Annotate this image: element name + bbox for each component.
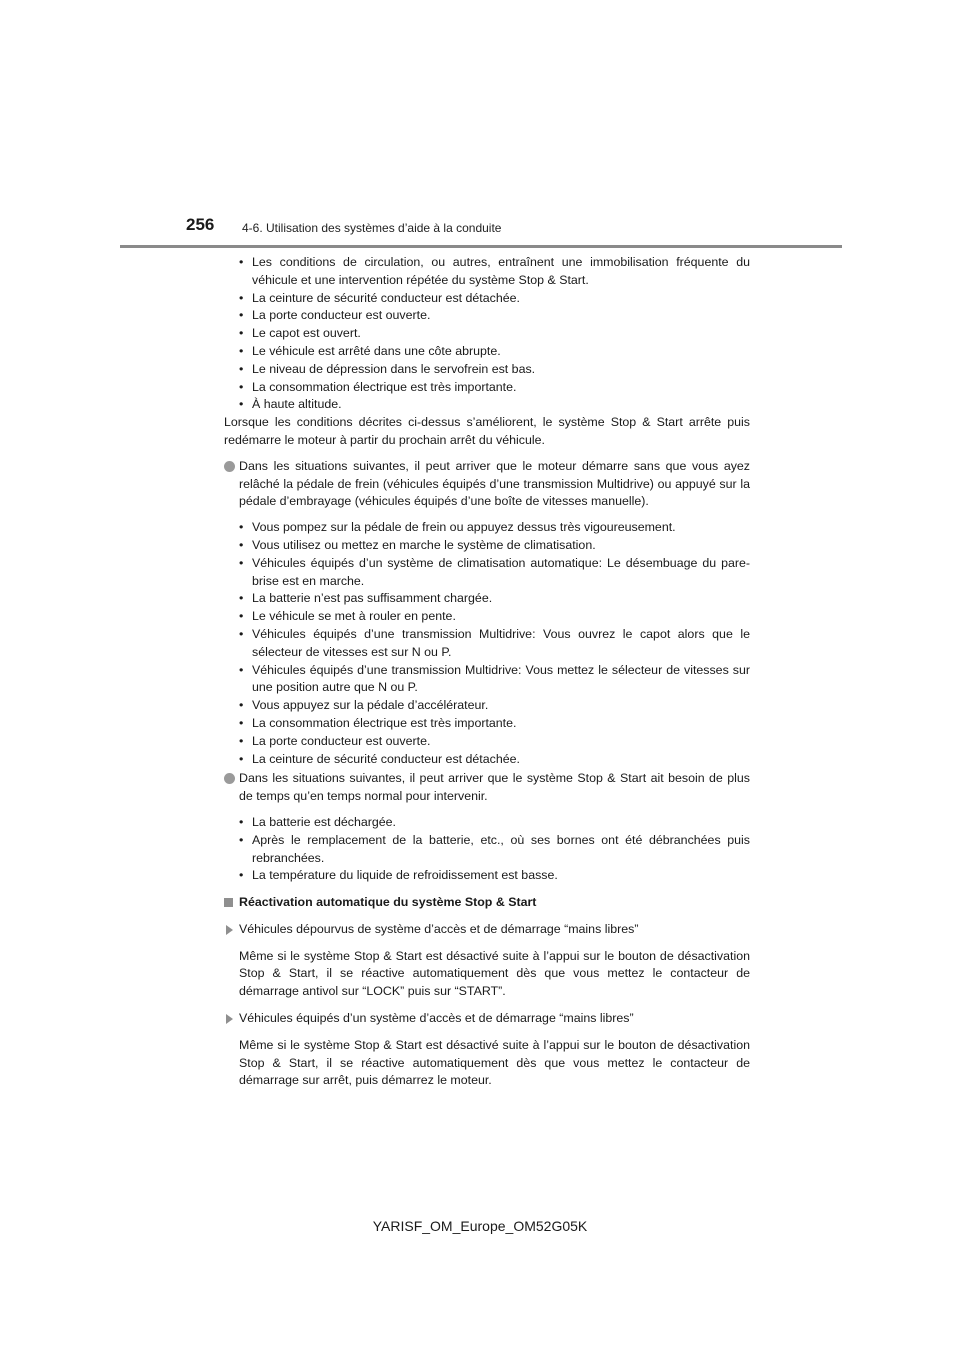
list-item: • Le véhicule est arrêté dans une côte abrupte. [224, 343, 750, 361]
list-item: • Vous appuyez sur la pédale d’accélérateur. [224, 697, 750, 715]
list-item: • Les conditions de circulation, ou autres, entraînent une immobilisation fréquente du véhicule et une intervention répétée du système Stop & Start. [224, 254, 750, 290]
reactivation-heading [224, 894, 750, 912]
conditions-list [224, 254, 750, 414]
list-item: • La température du liquide de refroidissement est basse. [224, 867, 750, 885]
circle-bullet-section [224, 770, 750, 806]
list-item: • Vous utilisez ou mettez en marche le système de climatisation. [224, 537, 750, 555]
circle-bullet-icon [224, 461, 235, 472]
page-number: 256 [186, 215, 215, 234]
section-title: 4-6. Utilisation des systèmes d’aide à la conduite [242, 221, 502, 235]
list-item: • Véhicules équipés d’une transmission Multidrive: Vous ouvrez le capot alors que le sélecteur de vitesses est sur N ou P. [224, 626, 750, 662]
case-title [224, 921, 750, 939]
list-item: • Le niveau de dépression dans le servofrein est bas. [224, 361, 750, 379]
list-item: • À haute altitude. [224, 396, 750, 414]
list-item: • La batterie est déchargée. [224, 814, 750, 832]
paragraph: Lorsque les conditions décrites ci-dessus s’améliorent, le système Stop & Start arrête puis redémarre le moteur à partir du prochain arrêt du véhicule. [224, 415, 750, 447]
list-item: • La ceinture de sécurité conducteur est détachée. [224, 290, 750, 308]
restart-list [224, 519, 750, 768]
triangle-arrow-icon [226, 925, 233, 935]
list-item: • La ceinture de sécurité conducteur est détachée. [224, 751, 750, 769]
circle-bullet-text: Dans les situations suivantes, il peut arriver que le moteur démarre sans que vous ayez relâché la pédale de frein (véhicules équipés d’une transmission Multidrive) ou appuyé sur la pédale d’embrayage (véhicules équipés d’une boîte de vitesses manuelle). [239, 458, 750, 509]
footer-document-code: YARISF_OM_Europe_OM52G05K [372, 1218, 588, 1234]
case-title-text: Véhicules équipés d’un système d’accès et de démarrage “mains libres” [239, 1011, 634, 1026]
list-item: • Après le remplacement de la batterie, etc., où ses bornes ont été débranchées puis rebranchées. [224, 832, 750, 868]
list-item: • La porte conducteur est ouverte. [224, 733, 750, 751]
list-item: • Véhicules équipés d’un système de climatisation automatique: Le désembuage du pare-brise est en marche. [224, 555, 750, 591]
list-item: • Le véhicule se met à rouler en pente. [224, 608, 750, 626]
reactivation-heading-text: Réactivation automatique du système Stop & Start [239, 895, 537, 910]
circle-bullet-text: Dans les situations suivantes, il peut arriver que le système Stop & Start ait besoin de plus de temps qu’en temps normal pour intervenir. [239, 771, 750, 804]
list-item: • La batterie n’est pas suffisamment chargée. [224, 590, 750, 608]
square-bullet-icon [224, 898, 233, 907]
list-item: • Vous pompez sur la pédale de frein ou appuyez dessus très vigoureusement. [224, 519, 750, 537]
triangle-arrow-icon [226, 1014, 233, 1024]
list-item: • La consommation électrique est très importante. [224, 379, 750, 397]
circle-bullet-icon [224, 773, 235, 784]
case-title-text: Véhicules dépourvus de système d’accès et de démarrage “mains libres” [239, 921, 639, 936]
circle-bullet-section [224, 458, 750, 511]
delay-list [224, 814, 750, 885]
case-paragraph: Même si le système Stop & Start est désactivé suite à l’appui sur le bouton de désactivation Stop & Start, il se réactive automatiquement dès que vous mettez le contacteur de démarrage sur arrêt, puis démarrez le moteur. [239, 1037, 750, 1088]
case-title [224, 1010, 750, 1028]
list-item: • Véhicules équipés d’une transmission Multidrive: Vous mettez le sélecteur de vitesses sur une position autre que N ou P. [224, 662, 750, 698]
page-content [224, 254, 750, 1090]
case-paragraph: Même si le système Stop & Start est désactivé suite à l’appui sur le bouton de désactivation Stop & Start, il se réactive automatiquement dès que vous mettez le contacteur de démarrage antivol sur “LOCK” puis sur “START”. [239, 948, 750, 999]
list-item: • Le capot est ouvert. [224, 325, 750, 343]
list-item: • La porte conducteur est ouverte. [224, 307, 750, 325]
header-rule [120, 245, 842, 248]
list-item: • La consommation électrique est très importante. [224, 715, 750, 733]
